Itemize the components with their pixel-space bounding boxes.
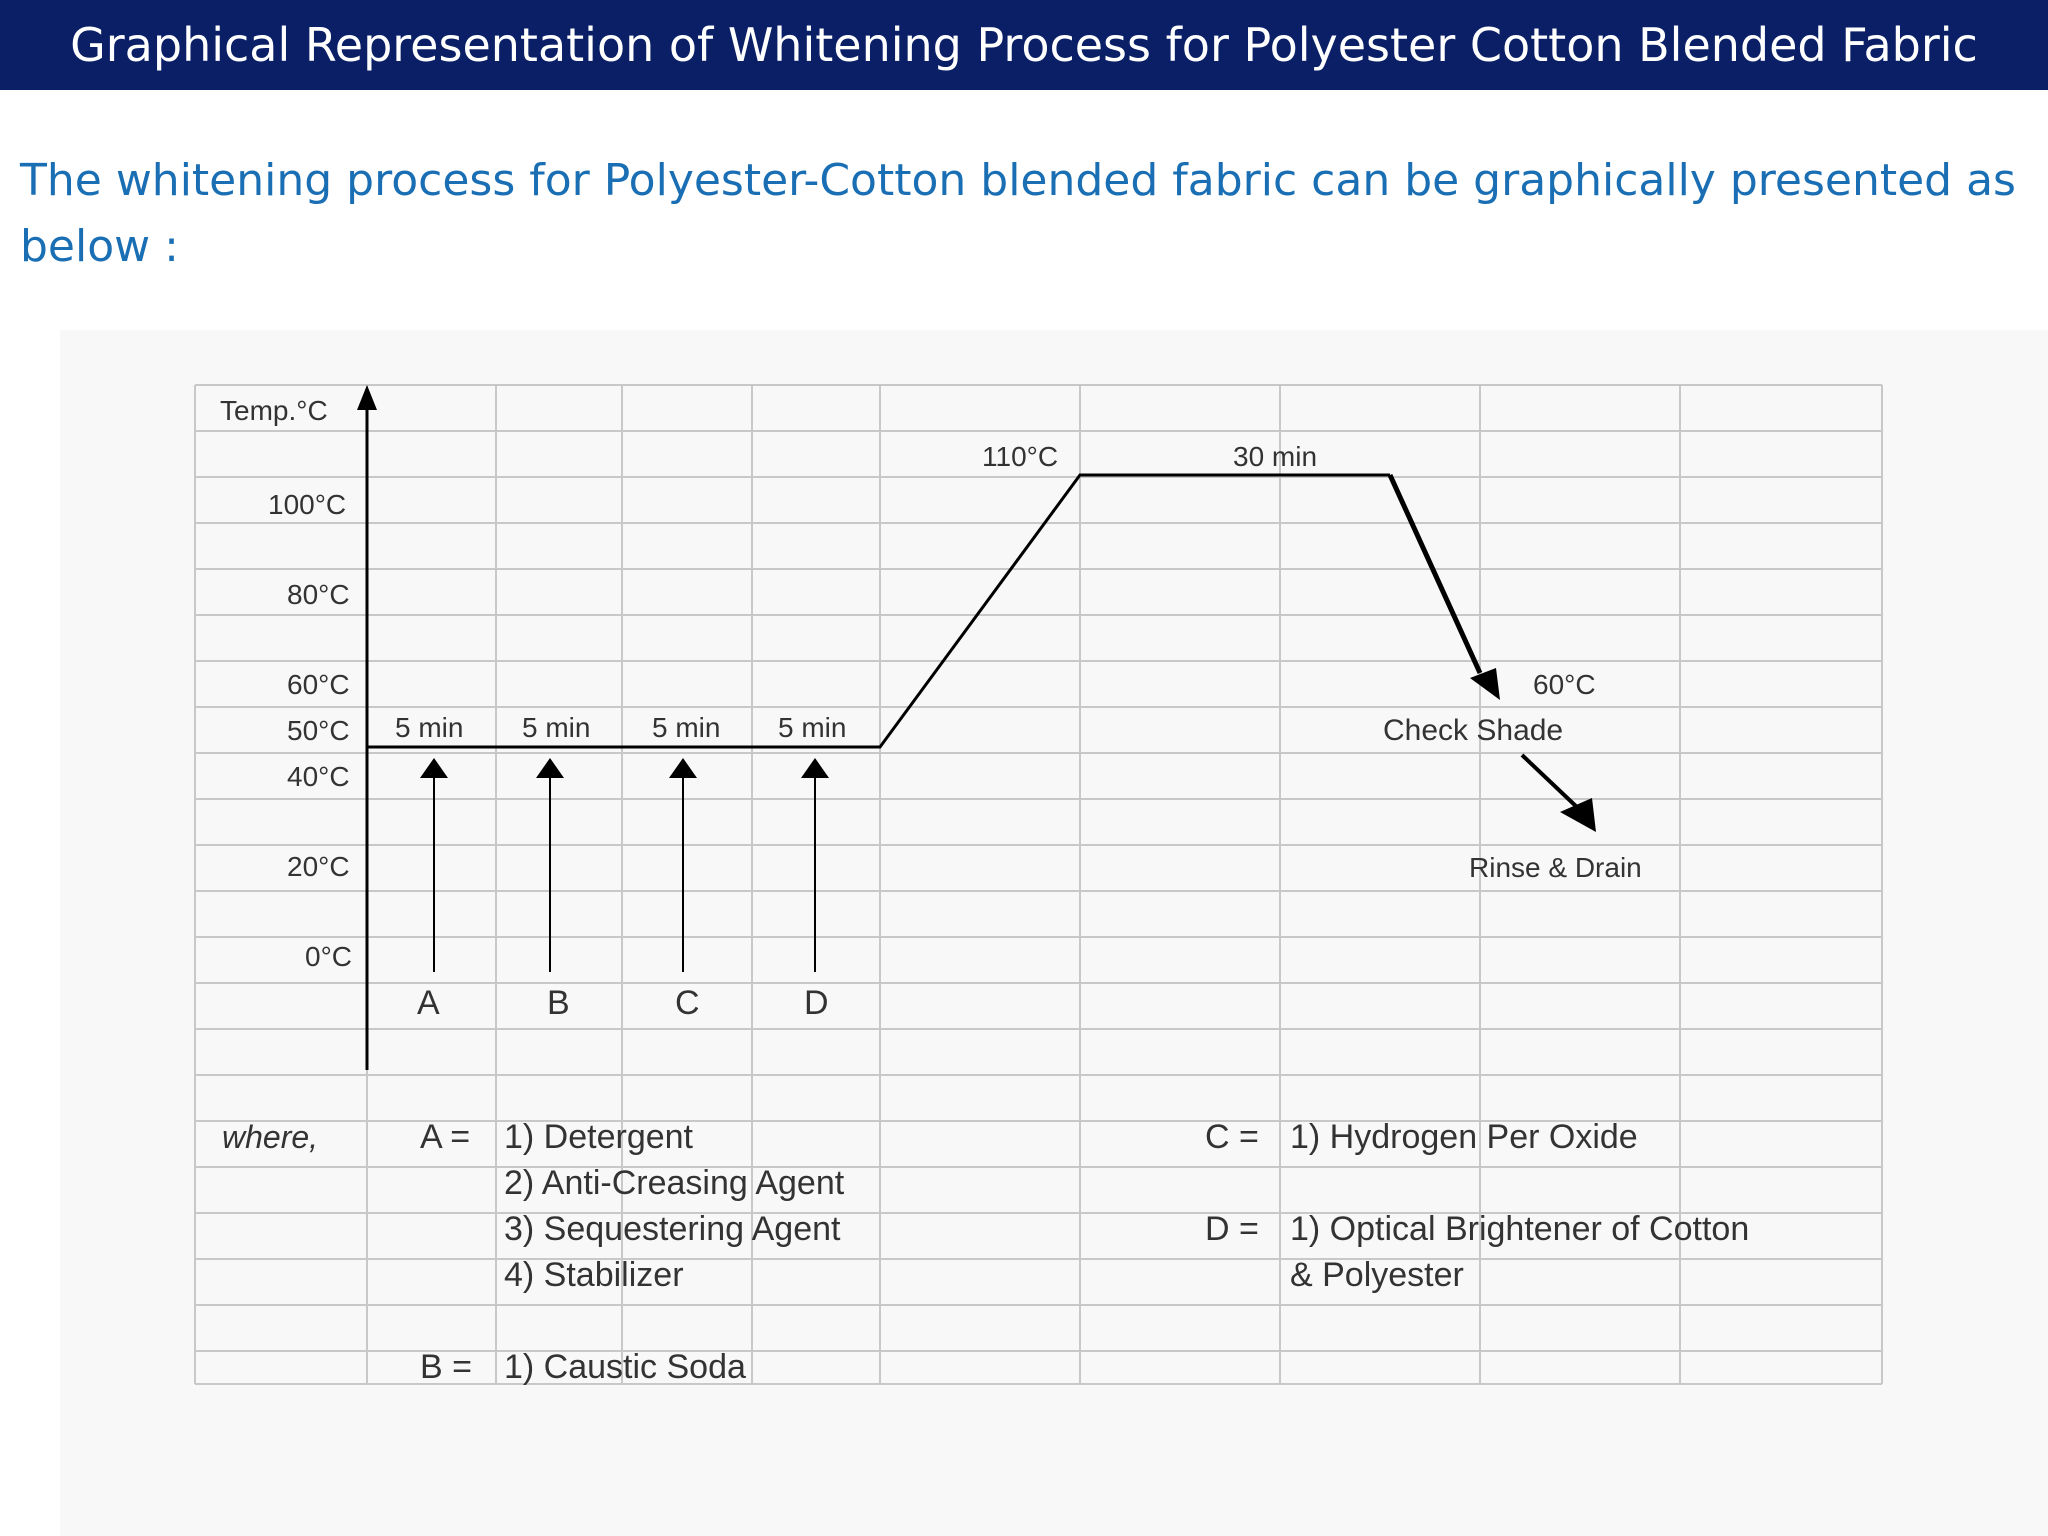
legend-d-key: D = bbox=[1205, 1210, 1259, 1248]
dosing-point-label: C bbox=[675, 984, 700, 1022]
dosing-point-label: D bbox=[804, 984, 829, 1022]
check-shade-label: Check Shade bbox=[1383, 714, 1564, 747]
legend-a-item: 3) Sequestering Agent bbox=[504, 1210, 841, 1248]
y-tick-label: 40°C bbox=[287, 761, 350, 792]
dosing-point-label: A bbox=[417, 984, 440, 1022]
intro-text: The whitening process for Polyester-Cotton blended fabric can be graphically presented as below : bbox=[20, 155, 2016, 272]
step-duration-label: 5 min bbox=[652, 712, 721, 743]
rinse-drain-label: Rinse & Drain bbox=[1469, 852, 1642, 883]
y-tick-label: 20°C bbox=[287, 851, 350, 882]
legend-d-item: & Polyester bbox=[1290, 1256, 1464, 1294]
cool-temp-label: 60°C bbox=[1533, 669, 1596, 700]
legend-c-key: C = bbox=[1205, 1118, 1259, 1156]
dosing-arrow-a-icon bbox=[420, 758, 448, 778]
legend-b-item: 1) Caustic Soda bbox=[504, 1348, 746, 1386]
y-tick-label: 80°C bbox=[287, 579, 350, 610]
rinse-line bbox=[1522, 755, 1580, 810]
legend-where-label: where, bbox=[222, 1119, 319, 1155]
legend-a-item: 2) Anti-Creasing Agent bbox=[504, 1164, 845, 1202]
dosing-point-label: B bbox=[547, 984, 570, 1022]
legend-a-item: 1) Detergent bbox=[504, 1118, 693, 1156]
y-tick-label: 100°C bbox=[268, 489, 347, 520]
dosing-arrow-b-icon bbox=[536, 758, 564, 778]
rinse-arrow-icon bbox=[1560, 798, 1596, 832]
legend-a-key: A = bbox=[420, 1118, 471, 1156]
cooling-arrow-icon bbox=[1470, 668, 1500, 700]
legend-b-key: B = bbox=[420, 1348, 472, 1386]
legend-c-item: 1) Hydrogen Per Oxide bbox=[1290, 1118, 1638, 1156]
dosing-arrow-d-icon bbox=[801, 758, 829, 778]
peak-temp-label: 110°C bbox=[982, 441, 1059, 472]
y-tick-label: 0°C bbox=[305, 941, 352, 972]
legend-a-item: 4) Stabilizer bbox=[504, 1256, 684, 1294]
step-duration-label: 5 min bbox=[778, 712, 847, 743]
step-duration-label: 5 min bbox=[395, 712, 464, 743]
y-axis-arrow-icon bbox=[357, 385, 377, 410]
dosing-arrow-c-icon bbox=[669, 758, 697, 778]
legend-d-item: 1) Optical Brightener of Cotton bbox=[1290, 1210, 1750, 1248]
hold-time-label: 30 min bbox=[1233, 441, 1318, 472]
y-axis-label: Temp.°C bbox=[220, 395, 328, 426]
step-duration-label: 5 min bbox=[522, 712, 591, 743]
y-tick-label: 60°C bbox=[287, 669, 350, 700]
cooling-line bbox=[1390, 475, 1480, 673]
y-tick-label: 50°C bbox=[287, 715, 350, 746]
slide-title-text: Graphical Representation of Whitening Process for Polyester Cotton Blended Fabric bbox=[70, 18, 1978, 72]
